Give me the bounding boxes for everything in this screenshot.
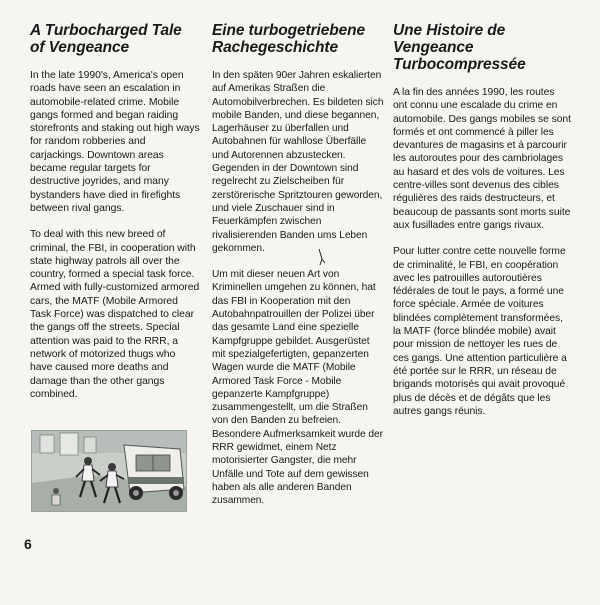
- french-body: [393, 86, 571, 418]
- english-paragraph-2: To deal with this new breed of criminal, the FBI, in cooperation with state highway patrols all over the country, formed a special task force. Armed with fully-customized armored cars, the MATF (Mobile Armored Task Force) was dispatched to clear the gangs off the streets. Special attention was paid to the RRR, a network of motorized thugs who have caused more deaths and damage than the other gangs combined.: [30, 229, 200, 400]
- page-number: 6: [24, 536, 32, 552]
- french-paragraph-2: Pour lutter contre cette nouvelle forme de criminalité, le FBI, en coopération avec les patrouilles autoroutières fédérales de tout le pays, a formé une force spéciale. Armée de voitures blindées complètement transformées, la MATF (force blindée mobile) avait pour mission de nettoyer les rues de ces gangs. Une attention particulière a été portée sur le RRR, un réseau de brigands motorisés qui avait provoqué plus de décès et de dégâts que les autres gangs réunis.: [393, 246, 567, 417]
- german-column: [212, 22, 384, 521]
- french-title: [393, 22, 571, 73]
- game-screenshot-illustration: [31, 430, 187, 512]
- french-title-line-1: Une Histoire de: [393, 22, 506, 39]
- german-title: [212, 22, 384, 56]
- english-body: [30, 69, 200, 401]
- german-title-line-1: Eine turbogetriebene: [212, 22, 366, 39]
- french-title-line-2: Vengeance: [393, 39, 474, 56]
- english-title-line-1: A Turbocharged Tale: [30, 22, 182, 39]
- german-paragraph-1: In den späten 90er Jahren eskalierten auf Amerikas Straßen die Automobilverbrechen. Es bildeten sich mobile Banden, und diese begannen, Lagerhäuser zu überfallen und Autobahnen für wahllose Überfälle und Autorennen abzustecken. Gegenden in der Downtown sind regelrecht zu Zielscheiben für zerstörerische Spritztouren geworden, und viele Zuschauer sind in Feuerkämpfen zwischen rivalisierenden Banden ums Leben gekommen.: [212, 70, 384, 254]
- english-title: [30, 22, 200, 56]
- french-column: [393, 22, 571, 431]
- english-column: [30, 22, 200, 414]
- german-paragraph-2: Um mit dieser neuen Art von Kriminellen umgehen zu können, hat das FBI in Kooperation mit den Autobahnpatrouillen der Polizei über das gesamte Land eine spezielle Kampfgruppe gebildet. Ausgerüstet mit spezialgefertigten, gepanzerten Wagen wurde die MATF (Mobile Armored Task Force - Mobile gepanzerte Kampfgruppe) zusammengestellt, um die Straßen von den Banden zu befreien. Besondere Aufmerksamkeit wurde der RRR gewidmet, einem Netz motorisierter Gangster, die mehr Unfälle und Tote auf dem gewissen haben als alle anderen Banden zusammen.: [212, 269, 384, 507]
- french-paragraph-1: A la fin des années 1990, les routes ont connu une escalade du crime en automobile. Des gangs mobiles se sont formés et ont commencé à piller les devantures de magasins et à parcourir les autoroutes pour des cambriolages au hasard et des vols de voitures. Les centre-villes sont devenus des cibles régulières des raids destructeurs, et beaucoup de passants sont morts suite aux fusillades entre gangs rivaux.: [393, 87, 571, 231]
- english-paragraph-1: In the late 1990's, America's open roads have seen an escalation in automobile-related crime. Mobile gangs formed and began raiding storefronts and staking out high ways for random robberies and carjackings. Downtown areas became regular targets for destructive joyrides, and many bystanders have died in firefights between rival gangs.: [30, 70, 200, 214]
- pen-mark: [316, 247, 328, 269]
- german-body: [212, 69, 384, 508]
- game-screenshot-figures-by-vehicle-icon: [32, 431, 186, 511]
- english-title-line-2: of Vengeance: [30, 39, 130, 56]
- french-title-line-3: Turbocompressée: [393, 56, 526, 73]
- german-title-line-2: Rachegeschichte: [212, 39, 338, 56]
